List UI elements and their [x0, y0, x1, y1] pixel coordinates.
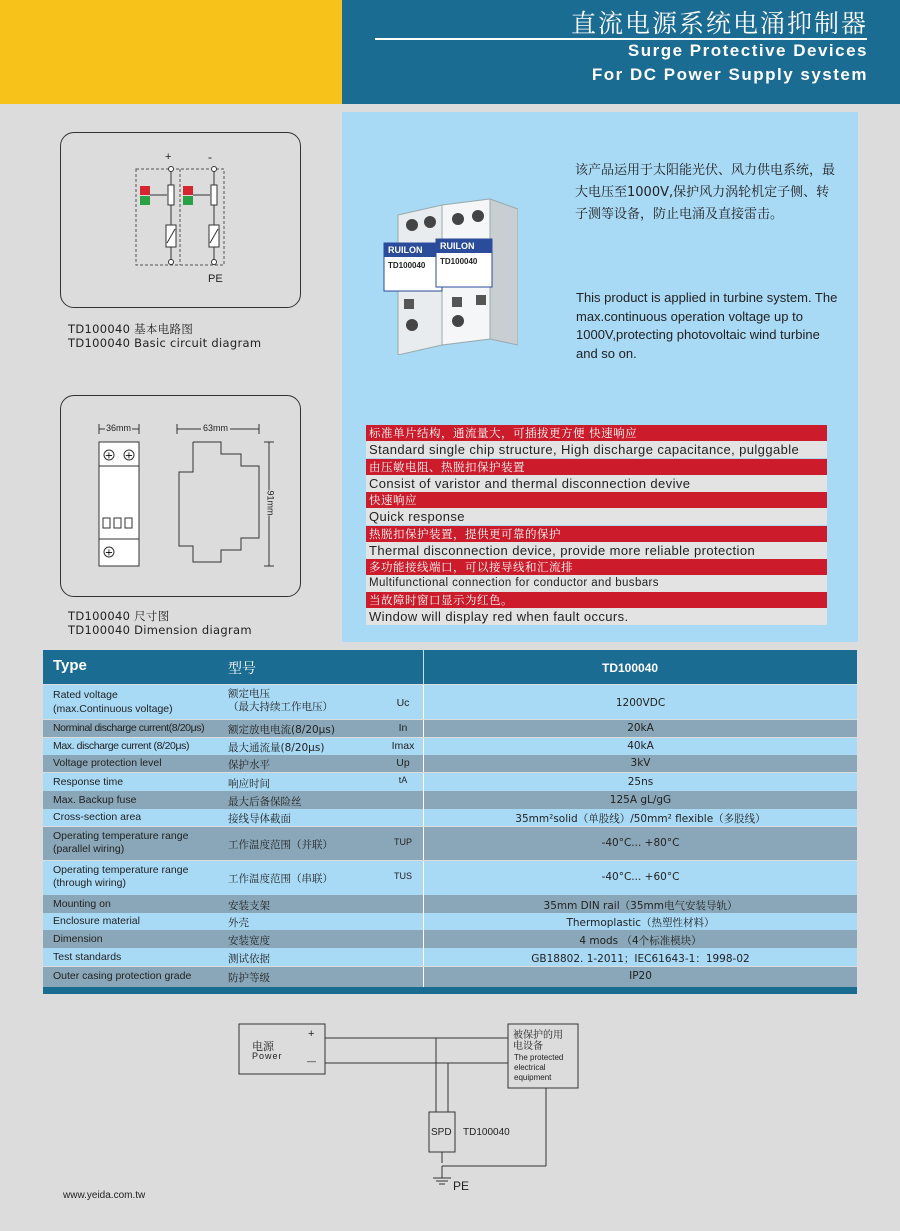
table-row: [43, 861, 857, 895]
header-yellow-band: [0, 0, 342, 104]
table-row: [43, 809, 857, 826]
table-row: [43, 755, 857, 772]
feature-en-4: Thermal disconnection device, provide more reliable protection: [366, 542, 827, 559]
feature-en-1: Standard single chip structure, High discharge capacitance, pulggable: [366, 441, 827, 458]
row-en: Outer casing protection grade: [53, 970, 192, 982]
dimension-width-36: 36mm: [106, 423, 132, 433]
table-row: [43, 895, 857, 913]
row-symbol: TUS: [394, 871, 412, 881]
circuit-minus-label: -: [208, 150, 212, 164]
power-minus: —: [307, 1056, 316, 1066]
row-en: Test standards: [53, 951, 122, 963]
equipment-label-en: [514, 1053, 563, 1083]
svg-text:+: +: [124, 450, 134, 462]
circuit-plus-label: +: [165, 151, 172, 163]
feature-en-6: Window will display red when fault occurs.: [366, 608, 827, 625]
title-divider: [375, 38, 867, 40]
feature-cn-2: 由压敏电阻、热脱扣保护装置: [366, 459, 827, 475]
wiring-diagram: [230, 1018, 590, 1198]
feature-cn-3: 快速响应: [366, 492, 827, 508]
circuit-caption-en: TD100040 Basic circuit diagram: [68, 336, 262, 350]
feature-cn-6: 当故障时窗口显示为红色。: [366, 592, 827, 608]
spec-table-footer: [43, 987, 857, 994]
row-value: 25ns: [627, 776, 654, 788]
equipment-en-1: The protected: [514, 1053, 564, 1062]
circuit-pe-label: PE: [208, 273, 223, 285]
row-en: Rated voltage (max.Continuous voltage): [53, 689, 173, 715]
row-symbol: Uc: [396, 697, 410, 709]
row-cn: 工作温度范围（串联）: [228, 873, 333, 885]
spd-label: SPD: [431, 1127, 452, 1138]
table-row: [43, 791, 857, 809]
power-plus: +: [308, 1028, 315, 1040]
power-source-cn: 电源: [252, 1040, 274, 1053]
header-model: TD100040: [602, 661, 659, 675]
dimension-width-63: 63mm: [203, 423, 229, 433]
page-title-en-line2: For DC Power Supply system: [591, 65, 868, 84]
row-cn: 接线导体截面: [228, 813, 291, 825]
table-row: [43, 967, 857, 987]
product-photo: [378, 195, 518, 355]
product-brand-right: RUILON: [440, 241, 475, 251]
row-value: Thermoplastic（热塑性材料）: [566, 917, 715, 929]
dimension-diagram: [61, 396, 300, 596]
product-description-cn: 该产品运用于太阳能光伏、风力供电系统，最大电压至1000V,保护风力涡轮机定子侧、转子测等设备，防止电涌及直接雷击。: [575, 163, 836, 222]
equipment-cn-2: 电设备: [513, 1041, 543, 1052]
row-cn: 最大通流量(8/20μs): [228, 742, 325, 754]
row-value: 4 mods （4个标准模块）: [579, 935, 702, 947]
row-cn: 安装宽度: [228, 935, 270, 947]
table-row: [43, 685, 857, 719]
row-symbol: TUP: [394, 837, 412, 847]
product-label-right: TD100040: [440, 257, 478, 266]
feature-cn-4: 热脱扣保护装置，提供更可靠的保护: [366, 526, 827, 542]
svg-text:+: +: [104, 547, 114, 559]
equipment-label-cn: [513, 1030, 563, 1052]
row-value: 35mm DIN rail（35mm电气安装导轨）: [543, 900, 738, 912]
product-description-en: This product is applied in turbine system. The max.continuous operation voltage up to 1000V,protecting photovoltaic wind turbine and so on.: [576, 290, 838, 361]
row-en: Mounting on: [53, 898, 111, 910]
feature-en-5: Multifunctional connection for conductor and busbars: [366, 575, 827, 592]
power-source-en: Power: [252, 1051, 283, 1061]
spd-model: TD100040: [463, 1127, 510, 1138]
header-divider: [423, 650, 424, 684]
footer-url: www.yeida.com.tw: [63, 1190, 146, 1201]
dimension-caption-cn: TD100040 尺寸图: [68, 609, 170, 623]
dimension-caption: [68, 609, 252, 637]
row-symbol: Imax: [391, 740, 415, 752]
circuit-caption: [68, 322, 261, 350]
row-symbol: Up: [396, 757, 410, 769]
product-brand-left: RUILON: [388, 245, 423, 255]
page-title-cn: 直流电源系统电涌抑制器: [570, 9, 868, 38]
table-row: [43, 773, 857, 791]
circuit-diagram: [61, 133, 300, 307]
row-value: -40°C... +60°C: [601, 871, 680, 883]
row-value: 3kV: [630, 757, 651, 769]
ground-pe: PE: [453, 1179, 470, 1193]
row-cn: 防护等级: [228, 972, 270, 984]
row-value: 1200VDC: [615, 697, 666, 709]
dimension-height-91: 91mm: [265, 490, 276, 516]
svg-text:+: +: [104, 450, 114, 462]
dimension-caption-en: TD100040 Dimension diagram: [68, 623, 252, 637]
table-row: [43, 930, 857, 948]
product-label-left: TD100040: [388, 261, 426, 270]
row-cn: 保护水平: [228, 759, 270, 771]
row-value: 20kA: [627, 722, 654, 734]
row-value: -40°C... +80°C: [601, 837, 680, 849]
row-en: Norminal discharge current(8/20μs): [53, 722, 205, 734]
row-en: Operating temperature range (through wiring): [53, 864, 189, 889]
row-en: Operating temperature range (parallel wiring): [53, 830, 189, 855]
feature-cn-5: 多功能接线端口，可以接导线和汇流排: [366, 559, 827, 575]
row-cn: 安装支架: [228, 900, 270, 912]
row-en: Max. Backup fuse: [53, 794, 137, 806]
row-en: Voltage protection level: [53, 757, 162, 769]
table-row: [43, 948, 857, 966]
row-cn: 额定放电电流(8/20μs): [228, 724, 335, 736]
row-en: Cross-section area: [53, 811, 142, 823]
row-cn: 额定电压 （最大持续工作电压）: [228, 688, 333, 713]
feature-en-2: Consist of varistor and thermal disconnection devive: [366, 475, 827, 492]
row-value: 40kA: [627, 740, 654, 752]
header-type: Type: [53, 657, 87, 674]
circuit-diagram-panel: [60, 132, 301, 308]
page-title-en-line1: Surge Protective Devices: [627, 41, 868, 60]
equipment-cn-1: 被保护的用: [513, 1030, 563, 1041]
row-value: 125A gL/gG: [609, 794, 672, 806]
row-value: 35mm²solid（单股线）/50mm² flexible（多股线）: [515, 813, 766, 825]
table-row: [43, 827, 857, 860]
row-cn: 响应时间: [228, 778, 270, 790]
row-cn: 测试依据: [228, 953, 270, 965]
feature-cn-1: 标准单片结构，通流量大，可插拔更方便 快速响应: [366, 425, 827, 441]
dimension-diagram-panel: [60, 395, 301, 597]
table-row: [43, 738, 857, 755]
row-en: Dimension: [53, 933, 103, 945]
row-cn: 最大后备保险丝: [228, 796, 302, 808]
table-row: [43, 913, 857, 930]
feature-en-3: Quick response: [366, 508, 827, 525]
header-type-cn: 型号: [228, 661, 256, 677]
circuit-caption-cn: TD100040 基本电路图: [68, 322, 194, 336]
row-symbol: tA: [398, 775, 408, 785]
equipment-en-3: equipment: [514, 1073, 552, 1082]
row-en: Enclosure material: [53, 915, 140, 927]
row-symbol: In: [398, 722, 408, 734]
table-row: [43, 720, 857, 737]
spec-table-header: [43, 650, 857, 684]
row-value: IP20: [629, 970, 652, 982]
row-cn: 外壳: [228, 917, 249, 929]
row-en: Response time: [53, 776, 124, 788]
row-en: Max. discharge current (8/20μs): [53, 740, 190, 752]
equipment-en-2: electrical: [514, 1063, 546, 1072]
row-cn: 工作温度范围（并联）: [228, 839, 333, 851]
row-value: GB18802. 1-2011；IEC61643-1：1998-02: [531, 953, 750, 965]
